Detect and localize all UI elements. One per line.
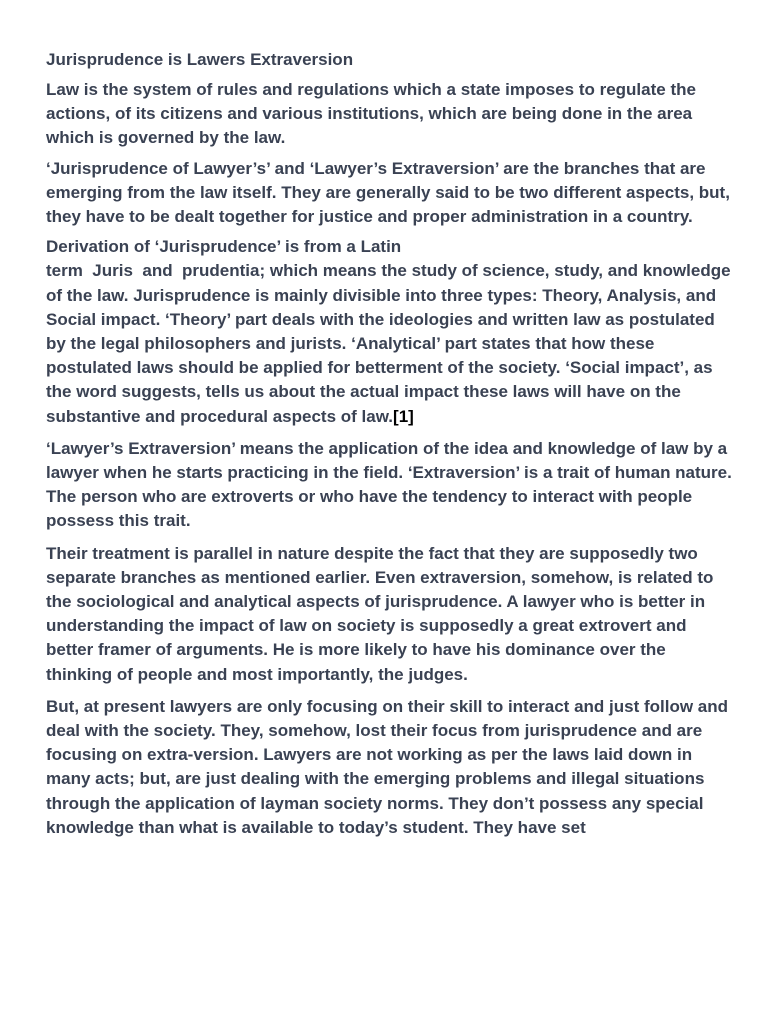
footnote-reference-link[interactable]: [1]	[393, 406, 414, 426]
document-page	[46, 48, 736, 846]
derivation-body: term Juris and prudentia; which means the study of science, study, and knowledge of the law. Jurisprudence is mainly divisible into three types: Theory, Analysis, and Social impact. ‘Theory’ part deals with the ideologies and written law as postulated by the legal philosophers and jurists. ‘Analytical’ part states that how these postulated laws should be applied for betterment of the society. ‘Social impact’, as the word suggests, tells us about the actual impact these laws will have on the substantive and procedural aspects of law.	[46, 261, 736, 426]
paragraph-branches: ‘Jurisprudence of Lawyer’s’ and ‘Lawyer’s Extraversion’ are the branches that are emerging from the law itself. They are generally said to be two different aspects, but, they have to be dealt together for justice and proper administration in a country.	[46, 158, 730, 227]
document-title: Jurisprudence is Lawers Extraversion	[46, 50, 354, 69]
paragraph-law-definition: Law is the system of rules and regulations which a state imposes to regulate the actions, of its citizens and various institutions, which are being done in the area which is governed by the law.	[46, 80, 696, 148]
paragraph-extraversion: ‘Lawyer’s Extraversion’ means the application of the idea and knowledge of law by a lawyer when he starts practicing in the field. ‘Extraversion’ is a trait of human nature. The person who are extroverts or who have the tendency to interact with people possess this trait.	[46, 438, 732, 531]
paragraph-present-lawyers: But, at present lawyers are only focusing on their skill to interact and just follow and deal with the society. They, somehow, lost their focus from jurisprudence and are focusing on extra-version. Lawyers are not working as per the laws laid down in many acts; but, are just dealing with the emerging problems and illegal situations through the application of layman society norms. They don’t possess any special knowledge than what is available to today’s student. They have set	[46, 696, 729, 837]
paragraph-derivation	[46, 235, 736, 429]
paragraph-treatment: Their treatment is parallel in nature despite the fact that they are supposedly two separate branches as mentioned earlier. Even extraversion, somehow, is related to the sociological and analytical aspects of jurisprudence. A lawyer who is better in understanding the impact of law on society is supposedly a great extrovert and better framer of arguments. He is more likely to have his dominance over the thinking of people and most importantly, the judges.	[46, 543, 714, 684]
derivation-first-line: Derivation of ‘Jurisprudence’ is from a Latin	[46, 237, 402, 257]
